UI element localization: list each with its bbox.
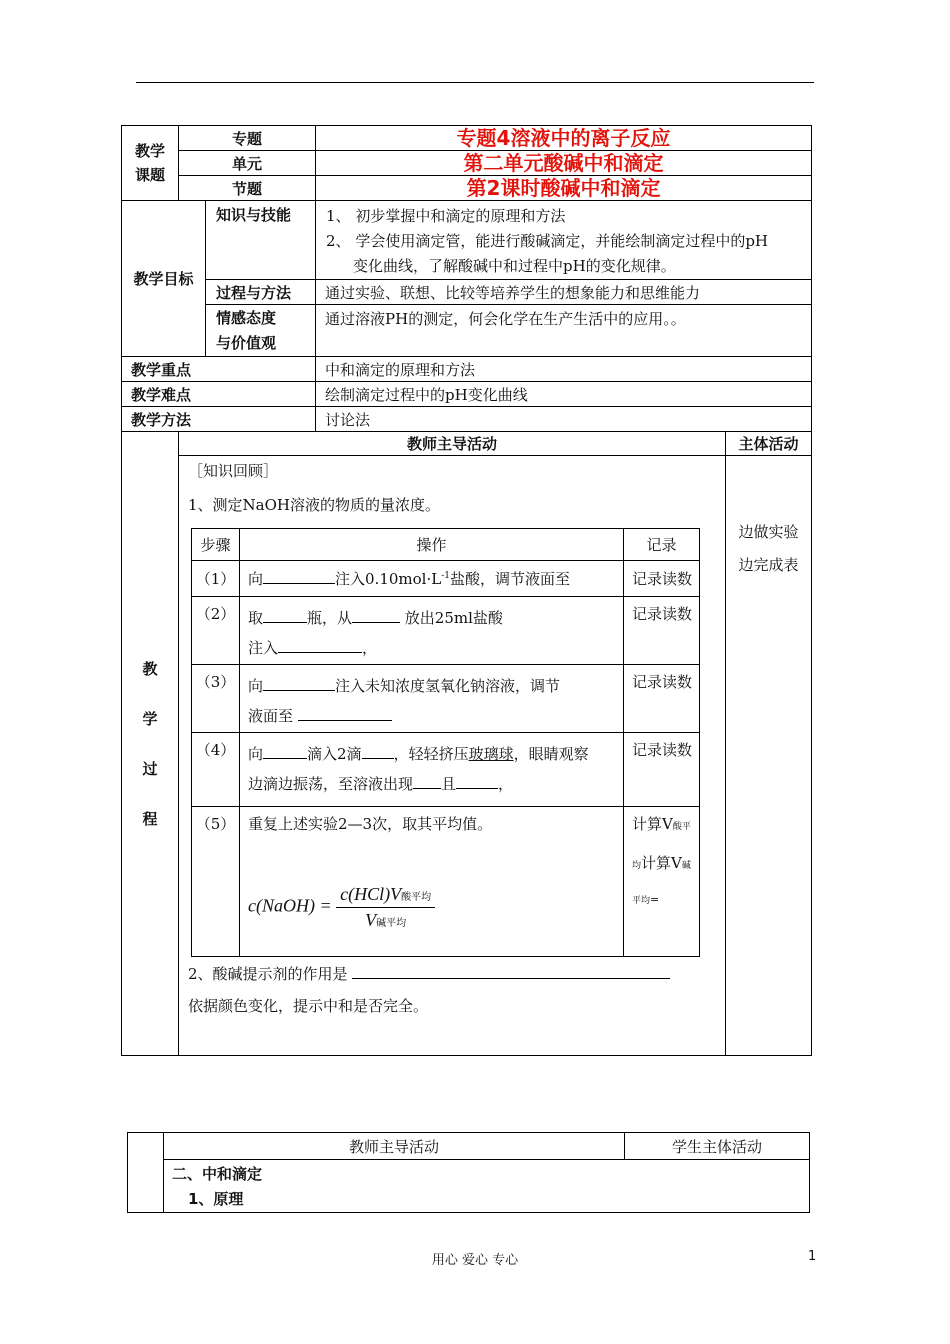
step-op-text: 向	[248, 677, 264, 695]
side-char: 程	[142, 809, 158, 828]
calc-sub: 酸平	[672, 822, 691, 832]
steps-header-step: 步骤	[192, 529, 240, 561]
continuation-body	[164, 1160, 810, 1213]
emotion-value: 通过溶液PH的测定，何会化学在生产生活中的应用。。	[316, 305, 812, 357]
student-activity-header-2: 学生主体活动	[625, 1133, 810, 1160]
formula-denominator: V	[365, 910, 377, 930]
emotion-label	[206, 305, 316, 357]
student-activity-1: 边做实验	[738, 523, 799, 541]
side-char: 学	[142, 709, 158, 728]
step-record: 记录读数	[624, 665, 700, 733]
step-op-text: ，	[498, 775, 514, 793]
step-op-text: ，	[362, 639, 378, 657]
blank	[263, 676, 335, 691]
subsection-heading: 1、原理	[188, 1190, 244, 1208]
step-op-text: 且	[441, 775, 457, 793]
step-op-text: ，眼睛观察	[513, 745, 589, 763]
continuation-table	[127, 1132, 810, 1213]
step-op-text: 注入0.10mol·L	[335, 570, 442, 588]
side-char: 过	[142, 759, 158, 778]
step-op-text: 取	[248, 609, 264, 627]
topic-row-label: 专题	[179, 126, 316, 151]
step-op-text: 注入未知浓度氢氧化钠溶液，调节	[335, 677, 561, 695]
step-op-text: 向	[248, 570, 264, 588]
formula-lhs: c(NaOH) =	[248, 895, 332, 916]
step-op	[240, 733, 624, 807]
student-activity-body	[726, 456, 812, 1056]
formula-numerator: c(HCl)V	[340, 884, 402, 904]
steps-header-op: 操作	[240, 529, 624, 561]
topic-row-value: 专题4溶液中的离子反应	[316, 126, 812, 151]
blank	[352, 608, 400, 623]
step-op-text: 放出25ml盐酸	[400, 609, 503, 627]
step-op-text: 边滴边振荡，至溶液出现	[248, 775, 414, 793]
emotion-label-2: 与价值观	[216, 333, 277, 352]
steps-table	[191, 528, 700, 957]
step-op-underlined: 玻璃球	[468, 745, 514, 763]
calc-text: =	[650, 893, 660, 906]
lesson-plan-table	[121, 125, 812, 1056]
knowledge-item-1: 1、 初步掌握中和滴定的原理和方法	[326, 207, 566, 225]
footer-motto: 用心 爱心 专心	[431, 1253, 519, 1268]
section-heading: 二、中和滴定	[172, 1165, 263, 1183]
knowledge-item-2a: 2、 学会使用滴定管，能进行酸碱滴定，并能绘制滴定过程中的pH	[326, 232, 769, 250]
step-no: （4）	[192, 733, 240, 807]
calc-sub: 平均	[632, 896, 651, 906]
formula-fraction	[336, 884, 435, 931]
blank	[263, 744, 307, 759]
question-2	[179, 963, 725, 985]
topic-label: 教学 课题	[122, 126, 179, 201]
step-no: （1）	[192, 561, 240, 597]
knowledge-item-2b: 变化曲线，了解酸碱中和过程中pH的变化规律。	[353, 257, 676, 275]
process-method-label: 过程与方法	[206, 280, 316, 305]
superscript: -1	[441, 571, 450, 581]
step-op	[240, 665, 624, 733]
calc-sub: 均	[632, 861, 642, 871]
step-record: 记录读数	[624, 561, 700, 597]
student-activity-header: 主体活动	[726, 432, 812, 456]
question-1: 1、测定NaOH溶液的物质的量浓度。	[188, 496, 440, 514]
blank	[278, 638, 362, 653]
step-no: （3）	[192, 665, 240, 733]
step-op-text: 向	[248, 745, 264, 763]
process-method-value: 通过实验、联想、比较等培养学生的想象能力和思维能力	[316, 280, 812, 305]
formula-den-sub: 碱平均	[376, 918, 407, 929]
section-row-value: 第2课时酸碱中和滴定	[316, 176, 812, 201]
goals-label: 教学目标	[122, 201, 206, 357]
blank	[263, 608, 307, 623]
emotion-label-1: 情感态度	[216, 308, 277, 327]
section-row-label: 节题	[179, 176, 316, 201]
teacher-activity-body	[179, 456, 726, 1056]
side-char: 教	[142, 659, 158, 678]
blank	[352, 964, 670, 979]
key-label: 教学重点	[122, 357, 316, 382]
method-value: 讨论法	[316, 407, 812, 432]
blank	[298, 706, 392, 721]
blank	[362, 744, 394, 759]
teacher-activity-header: 教师主导活动	[179, 432, 726, 456]
unit-row-value: 第二单元酸碱中和滴定	[316, 151, 812, 176]
formula-num-sub: 酸平均	[401, 892, 432, 903]
step-record: 记录读数	[624, 733, 700, 807]
steps-header-record: 记录	[624, 529, 700, 561]
unit-row-label: 单元	[179, 151, 316, 176]
calc-text: 计算V	[641, 854, 682, 872]
difficulty-value: 绘制滴定过程中的pH变化曲线	[316, 382, 812, 407]
blank	[263, 569, 335, 584]
knowledge-label: 知识与技能	[206, 201, 316, 280]
key-value: 中和滴定的原理和方法	[316, 357, 812, 382]
review-title: ［知识回顾］	[188, 462, 279, 480]
blank	[413, 774, 441, 789]
step-op-text: 液面至	[248, 707, 298, 725]
header-rule	[136, 82, 814, 83]
step-no: （2）	[192, 597, 240, 665]
page-number: 1	[808, 1249, 817, 1264]
formula	[248, 884, 623, 931]
blank	[456, 774, 498, 789]
continuation-side	[128, 1133, 164, 1213]
question-2-answer: 依据颜色变化，提示中和是否完全。	[188, 997, 429, 1015]
difficulty-label: 教学难点	[122, 382, 316, 407]
calc-text: 计算V	[632, 815, 673, 833]
step-record-calc	[624, 807, 700, 957]
step-op-text: 注入	[248, 639, 279, 657]
step-op-text: 重复上述实验2—3次，取其平均值。	[248, 815, 493, 833]
step-op	[240, 597, 624, 665]
method-label: 教学方法	[122, 407, 316, 432]
calc-sub: 碱	[681, 861, 691, 871]
step-op-text: 盐酸，调节液面至	[449, 570, 570, 588]
question-2-text: 2、酸碱提示剂的作用是	[188, 965, 353, 983]
process-side-label	[122, 432, 179, 1056]
teacher-activity-header-2: 教师主导活动	[164, 1133, 625, 1160]
step-op-text: 瓶，从	[307, 609, 353, 627]
step-op	[240, 807, 624, 957]
step-op-text: ，轻轻挤压	[393, 745, 469, 763]
knowledge-value	[316, 201, 812, 280]
step-no: （5）	[192, 807, 240, 957]
student-activity-2: 边完成表	[738, 556, 799, 574]
step-op	[240, 561, 624, 597]
step-op-text: 滴入2滴	[307, 745, 362, 763]
step-record: 记录读数	[624, 597, 700, 665]
